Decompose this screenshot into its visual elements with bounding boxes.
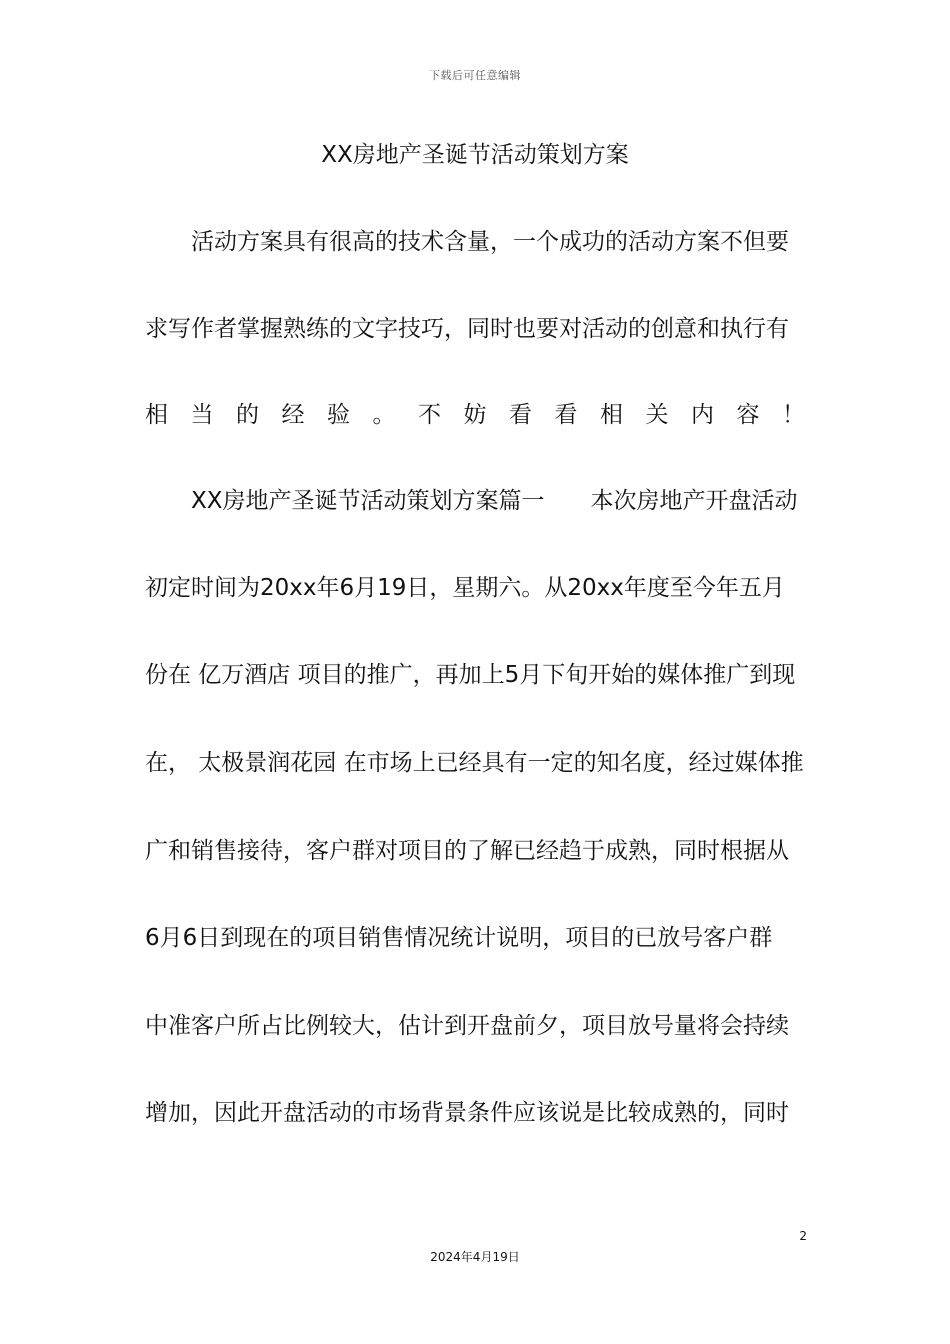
body-char: 验 [327,402,350,428]
body-char: 相 [600,402,623,428]
body-line: 广和销售接待，客户群对项目的了解已经趋于成熟，同时根据从 [145,838,789,864]
document-title: XX房地产圣诞节活动策划方案 [321,142,629,168]
body-line: 活动方案具有很高的技术含量，一个成功的活动方案不但要 [145,229,789,255]
body-char: 内 [691,402,714,428]
body-line: 在， 太极景润花园 在市场上已经具有一定的知名度，经过媒体推 [145,750,804,776]
page-number: 2 [799,1229,807,1243]
body-char: 相 [145,402,168,428]
body-line-justified [145,400,805,430]
header-note: 下载后可任意编辑 [429,69,521,82]
body-line: 初定时间为20xx年6月19日，星期六。从20xx年度至今年五月 [145,575,785,601]
body-line: 6月6日到现在的项目销售情况统计说明，项目的已放号客户群 [145,925,773,951]
body-char: 看 [554,402,578,428]
body-char: 看 [509,402,532,428]
body-char: 不 [418,402,441,428]
body-char: 容 [736,402,760,428]
body-line: XX房地产圣诞节活动策划方案篇一 本次房地产开盘活动 [145,488,798,514]
body-char: 妨 [463,402,487,428]
body-line: 求写作者掌握熟练的文字技巧，同时也要对活动的创意和执行有 [145,316,789,342]
body-char: 经 [281,402,305,428]
body-line: 增加，因此开盘活动的市场背景条件应该说是比较成熟的，同时 [145,1100,789,1126]
body-char: 的 [236,402,259,428]
body-char: 。 [372,402,396,428]
body-line: 中准客户所占比例较大，估计到开盘前夕，项目放号量将会持续 [145,1013,789,1039]
body-char: 当 [190,402,214,428]
body-char: ！ [782,402,805,428]
body-char: 关 [645,402,669,428]
body-line: 份在 亿万酒店 项目的推广，再加上5月下旬开始的媒体推广到现 [145,662,796,688]
footer-date: 2024年4月19日 [430,1250,520,1264]
